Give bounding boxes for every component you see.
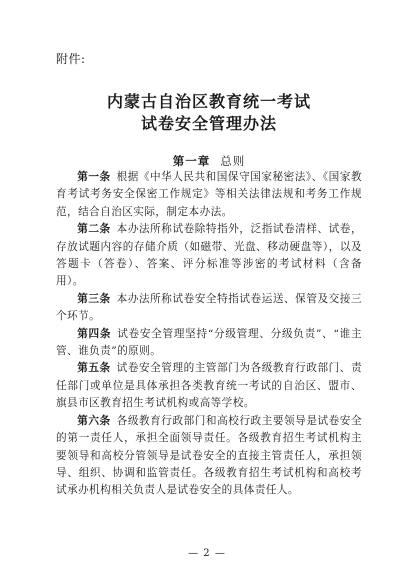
article-text: 根据《中华人民共和国保守国家秘密法》、《国家教育考试考务安全保密工作规定》等相关法律法规和考务工作规范，结合自治区实际，制定本办法。 [56, 171, 362, 218]
article-text: 本办法所称试卷安全特指试卷运送、保管及交接三个环节。 [56, 292, 362, 323]
article-3 [56, 291, 362, 326]
article-4 [56, 326, 362, 361]
page-number: — 2 — [188, 548, 226, 559]
article-number: 第六条 [77, 414, 111, 427]
article-text: 试卷安全管理坚持“分级管理、分级负责”、“谁主管、谁负责”的原则。 [56, 327, 362, 358]
article-text: 各级教育行政部门和高校行政主要领导是试卷安全的第一责任人，承担全面领导责任。各级教育招生考试机构主要领导和高校分管领导是试卷安全的直接主管责任人，承担领导、组织、协调和监管责任。各级教育招生考试机构和高校考试承办机构相关负责人是试卷安全的具体责任人。 [56, 414, 362, 497]
article-number: 第三条 [77, 292, 111, 305]
document-title [56, 91, 362, 135]
article-6 [56, 413, 362, 500]
article-number: 第二条 [77, 223, 111, 236]
attachment-label: 附件: [56, 52, 86, 66]
chapter-heading [56, 153, 362, 169]
article-text: 试卷安全管理的主管部门为各级教育行政部门、责任部门或单位是具体承担各类教育统一考试的自治区、盟市、旗县市区教育招生考试机构或高等学校。 [56, 362, 362, 410]
title-line-2: 试卷安全管理办法 [140, 114, 277, 133]
article-2 [56, 221, 362, 291]
article-5 [56, 360, 362, 412]
article-number: 第五条 [77, 362, 111, 375]
article-text: 本办法所称试卷除特指外，泛指试卷清样、试卷，存放试题内容的存储介质（如磁带、光盘、移动硬盘等），以及答题卡（答卷）、答案、评分标准等涉密的考试材料（含备用）。 [56, 223, 362, 288]
article-number: 第一条 [77, 171, 111, 183]
document-body [56, 169, 362, 500]
article-number: 第四条 [77, 327, 112, 340]
chapter-name: 总则 [220, 154, 246, 168]
article-1 [56, 169, 362, 221]
chapter-number: 第一章 [172, 154, 211, 168]
title-line-1: 内蒙古自治区教育统一考试 [106, 92, 311, 111]
